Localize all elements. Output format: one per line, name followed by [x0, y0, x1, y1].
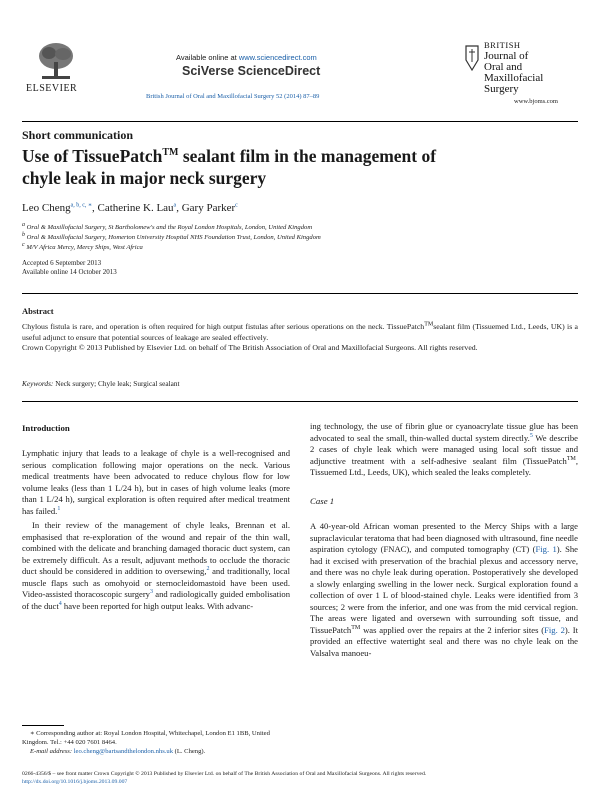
- para-text: In their review of the management of chyle leaks, Brennan et al. emphasised that re-exploration of the wound and repair of the thin wall, combined with the delicate and branching damaged thoracic duct system, can be extremely difficult. As a result, adjuvant methods to occlude the thoracic duct should be considered in addition to oversewing,: [22, 520, 290, 576]
- affil-sup: b: [22, 231, 25, 238]
- journal-logo-line: BRITISH: [484, 40, 521, 50]
- accepted-date: Accepted 6 September 2013: [22, 259, 102, 267]
- abstract-body: [22, 322, 578, 354]
- case-paragraph: [310, 521, 578, 659]
- footer-text: [22, 770, 582, 786]
- available-online-prefix: Available online at: [176, 53, 237, 62]
- para-text: A 40-year-old African woman presented to the Mercy Ships with a large supraclavicular teratoma that had been diagnosed with ultrasound, fine needle aspiration cytology (FNAC), and computed tomography (CT) (: [310, 521, 578, 554]
- para-text: We describe 2 cases of chyle leak which were managed using local soft tissue and adjunctive treatment with a self-adhesive sealant film (TissuePatch: [310, 432, 578, 466]
- affil-sup: a: [22, 221, 25, 228]
- reference-link[interactable]: 4: [58, 600, 62, 607]
- elsevier-logo-tree: [34, 42, 78, 80]
- para-text: ). She had it excised with preservation of the brachial plexus and accessory nerve, and there was no chyle leak during operation. Postoperatively she developed a slowly enlarging swelling in the lower neck. Surgical exploration found a collection of over 1 L of blood-stained chyle. Leaks were identified from 3 sources; 2 were from the inferior, and one was from the mid cervical region. The areas were ligated and oversewn with surrounding soft tissue, and TissuePatch: [310, 544, 578, 635]
- keywords-label: Keywords:: [22, 379, 54, 388]
- intro-paragraph-3: [310, 421, 578, 479]
- figure-link[interactable]: Fig. 1: [535, 544, 557, 554]
- right-column-body: [310, 421, 578, 659]
- affil-text: Oral & Maxillofacial Surgery, St Bartholomew's and the Royal London Hospitals, London, United Kingdom: [26, 224, 313, 231]
- email-link[interactable]: leo.cheng@bartsandthelondon.nhs.uk: [73, 748, 173, 755]
- case-heading: Case 1: [310, 495, 335, 506]
- affiliation-line: [22, 243, 321, 253]
- abstract-part: Chylous fistula is rare, and operation is often required for high output fistulas after serious operations on the neck. TissuePatch: [22, 322, 425, 331]
- title-part: sealant film in the management of: [178, 146, 437, 166]
- para-text: ing technology, the use of fibrin glue or cyanoacrylate tissue glue has been advocated to seal the small, thin-walled ductal system directly.: [310, 421, 578, 443]
- para-text: , Tissuemed Ltd., Leeds, UK), which sealed the leaks completely.: [310, 455, 578, 477]
- affiliations: [22, 223, 321, 253]
- journal-logo-shield: [464, 44, 480, 72]
- para-text: Lymphatic injury that leads to a leakage of chyle is a well-recognised and serious complication following major operations on the neck. Various medical treatments have been advocated to reduce chylous flow for low volume leaks (less than 1 L/24 h), but in cases of high volume leaks (more than 1 L/24 h), surgical exploration is often required after medical treatment has failed.: [22, 448, 290, 516]
- intro-paragraph-1: [22, 448, 290, 517]
- author-name: , Catherine K. Lau: [91, 202, 174, 214]
- reference-link[interactable]: 5: [529, 432, 533, 439]
- affiliation-line: [22, 233, 321, 243]
- journal-url: www.bjoms.com: [514, 98, 558, 105]
- abstract-copyright: Crown Copyright © 2013 Published by Elsevier Ltd. on behalf of The British Association of Oral and Maxillofacial Surgeons. All rights reserved.: [22, 343, 478, 352]
- authors: [22, 202, 238, 214]
- journal-logo-line: Journal of: [484, 50, 529, 62]
- author-affil-ref[interactable]: c: [235, 202, 238, 209]
- abstract-tm: TM: [424, 321, 434, 328]
- title-part: chyle leak in major neck surgery: [22, 168, 267, 188]
- journal-logo: [484, 40, 543, 95]
- journal-logo-line: Maxillofacial: [484, 72, 544, 84]
- author-name: , Gary Parker: [176, 202, 236, 214]
- journal-logo-line: Oral and: [484, 61, 523, 73]
- keywords-list: Neck surgery; Chyle leak; Surgical sealant: [55, 379, 180, 388]
- para-text: have been reported for high output leaks. With advanc-: [61, 600, 254, 611]
- email-label: E-mail address:: [30, 748, 73, 755]
- intro-heading: Introduction: [22, 423, 70, 433]
- sciencedirect-link[interactable]: www.sciencedirect.com: [238, 53, 317, 62]
- reference-link[interactable]: 1: [57, 505, 61, 512]
- reference-link[interactable]: 3: [149, 589, 153, 596]
- doi-link[interactable]: http://dx.doi.org/10.1016/j.bjoms.2013.09.007: [22, 779, 128, 785]
- affil-text: Oral & Maxillofacial Surgery, Homerton University Hospital NHS Foundation Trust, London, United Kingdom: [26, 234, 321, 241]
- available-online: [176, 53, 317, 62]
- abstract-heading: Abstract: [22, 306, 54, 316]
- figure-link[interactable]: Fig. 2: [544, 624, 565, 635]
- left-column-body: [22, 448, 290, 612]
- journal-logo-line: Surgery: [484, 83, 519, 95]
- citation-line: British Journal of Oral and Maxillofacial Surgery 52 (2014) 87–89: [146, 93, 320, 100]
- abstract-text: [22, 322, 578, 343]
- abstract-bottom-rule: [22, 401, 578, 402]
- para-text: and traditionally, local muscle flaps such as omohyoid or sternocleidomastoid have been used. Video-assisted thoracoscopic surgery: [22, 566, 290, 599]
- dates: [22, 259, 117, 277]
- affiliation-line: [22, 223, 321, 233]
- tm-mark: TM: [351, 624, 361, 631]
- intro-paragraph-2: [22, 520, 290, 612]
- keywords: [22, 379, 180, 388]
- abstract-top-rule: [22, 293, 578, 294]
- sciverse-title: SciVerse ScienceDirect: [182, 64, 321, 78]
- article-type: Short communication: [22, 128, 133, 142]
- title-tm: TM: [162, 147, 179, 159]
- para-text: was applied over the repairs at the 2 inferior sites (: [360, 624, 545, 635]
- article-title: [22, 145, 578, 189]
- tm-mark: TM: [566, 455, 576, 462]
- para-text: ). It provided an effective watertight seal and there was no chyle leak on the Valsalva manoeu-: [310, 624, 578, 658]
- abstract-part: sealant film (Tissuemed Ltd., Leeds, UK) is a useful adjunct to ensure that potential sources of leakage are sealed effectively.: [22, 322, 579, 342]
- footer-line: 0266-4356/$ – see front matter Crown Copyright © 2013 Published by Elsevier Ltd. on behalf of The British Association of Oral and Maxillofacial Surgeons. All rights reserved.: [22, 771, 427, 777]
- available-date: Available online 14 October 2013: [22, 268, 117, 276]
- footnote: [22, 729, 290, 756]
- footnote-rule: [22, 725, 64, 726]
- footnote-corresponding: ∗ Corresponding author at: Royal London Hospital, Whitechapel, London E1 1BB, United Kingdom. Tel.: +44 020 7601 8464.: [22, 730, 270, 746]
- author-name: Leo Cheng: [22, 202, 71, 214]
- footnote-email-line: [22, 747, 290, 756]
- author-affil-ref[interactable]: a, b, c, ∗: [70, 202, 92, 209]
- para-text: and radiologically guided embolisation of the duct: [22, 589, 291, 611]
- email-name: (L. Cheng).: [173, 748, 206, 755]
- affil-text: M/V Africa Mercy, Mercy Ships, West Africa: [26, 244, 143, 251]
- header-rule: [22, 121, 578, 122]
- elsevier-label: ELSEVIER: [26, 83, 78, 94]
- author-affil-ref[interactable]: a: [173, 202, 177, 209]
- affil-sup: c: [22, 241, 25, 248]
- reference-link[interactable]: 2: [206, 566, 210, 573]
- title-part: Use of TissuePatch: [22, 146, 163, 166]
